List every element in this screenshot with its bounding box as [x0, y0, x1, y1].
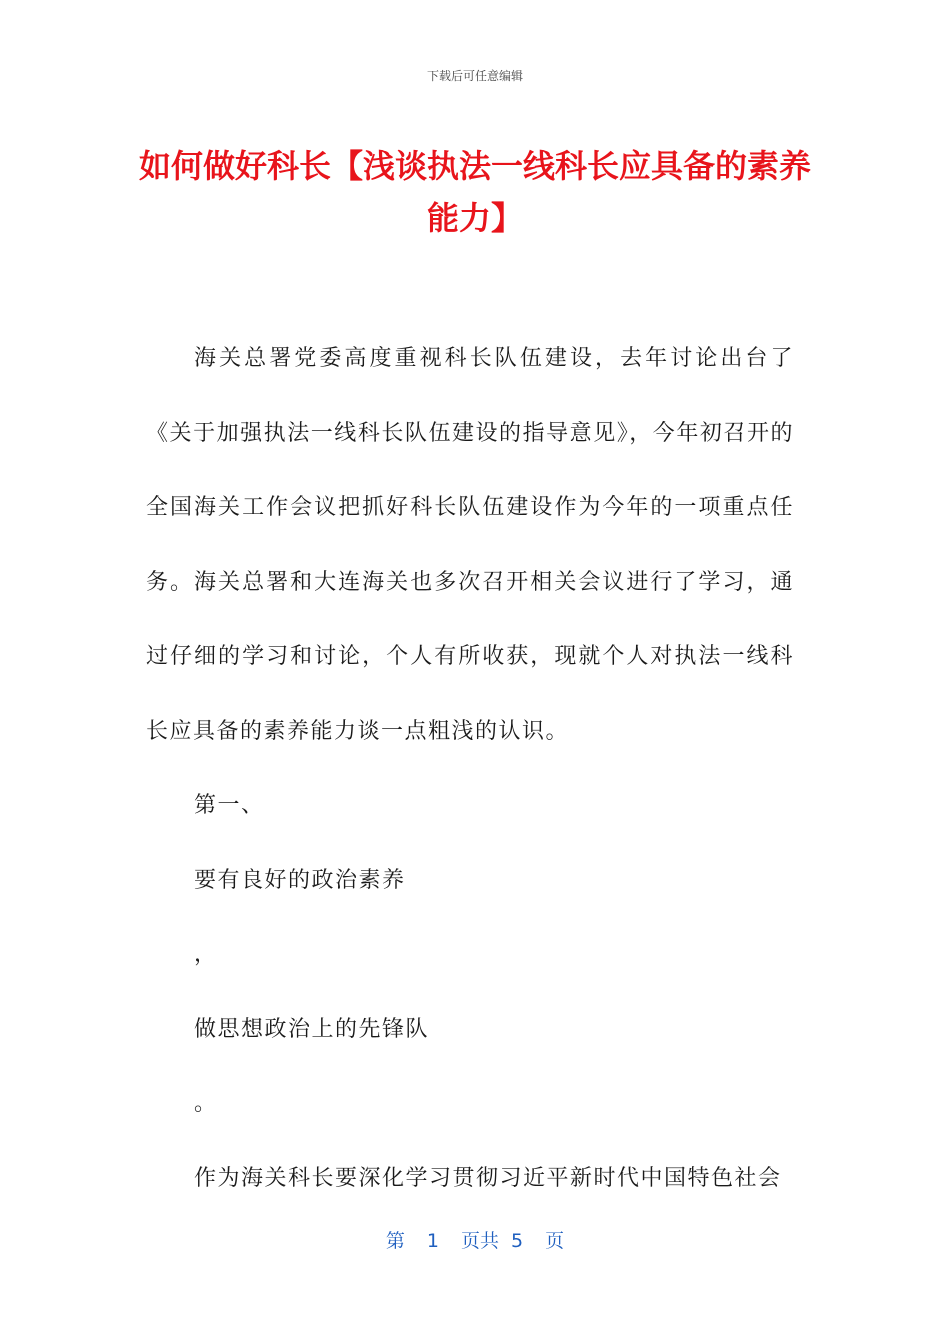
footer-prefix: 第	[385, 1230, 405, 1252]
footer-suffix: 页	[545, 1230, 565, 1252]
paragraph-intro: 海关总署党委高度重视科长队伍建设，去年讨论出台了《关于加强执法一线科长队伍建设的指导意见》，今年初召开的全国海关工作会议把抓好科长队伍建设作为今年的一项重点任务。海关总署和大连海关也多次召开相关会议进行了学习，通过仔细的学习和讨论，个人有所收获，现就个人对执法一线科长应具备的素养能力谈一点粗浅的认识。	[146, 346, 794, 744]
document-title: 如何做好科长【浅谈执法一线科长应具备的素养能力】	[138, 147, 811, 237]
paragraph-period: 。	[194, 1091, 218, 1116]
paragraph-comma: ，	[194, 942, 218, 967]
footer-total-pages: 5	[511, 1230, 524, 1252]
footer-current-page: 1	[426, 1230, 439, 1252]
document-body	[146, 322, 794, 1216]
paragraph-first: 第一、	[194, 793, 265, 818]
header-note: 下载后可任意编辑	[426, 69, 523, 83]
paragraph-political-literacy: 要有良好的政治素养	[194, 867, 406, 893]
footer-middle: 页共	[460, 1230, 499, 1252]
page-footer	[0, 1226, 950, 1253]
paragraph-vanguard: 做思想政治上的先锋队	[194, 1016, 430, 1042]
paragraph-study: 作为海关科长要深化学习贯彻习近平新时代中国特色社会	[194, 1165, 782, 1191]
